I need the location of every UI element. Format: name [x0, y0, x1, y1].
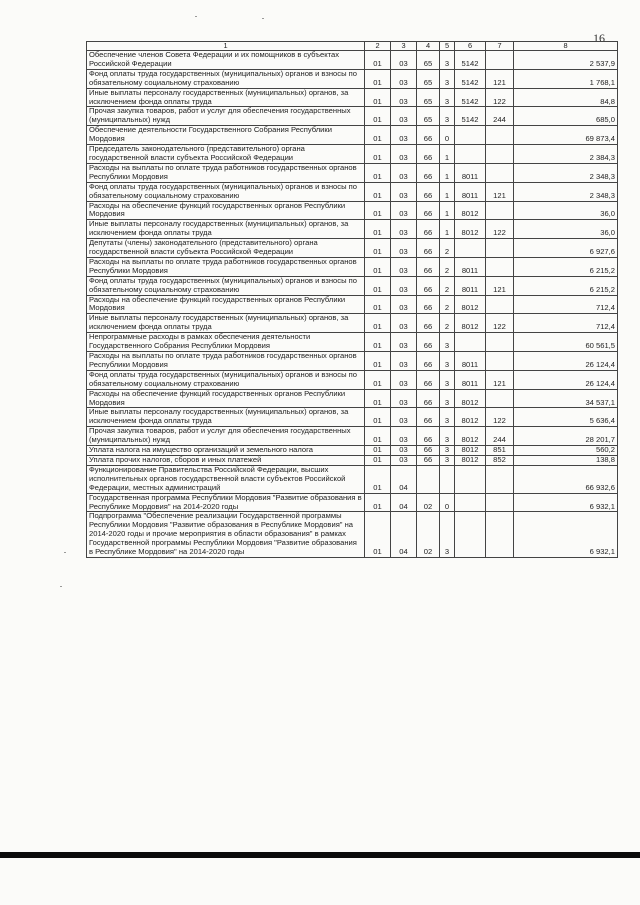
row-name-cell: Фонд оплаты труда государственных (муниципальных) органов и взносы по обязательному социальному страхованию — [87, 182, 365, 201]
row-name-cell: Расходы на выплаты по оплате труда работников государственных органов Республики Мордовия — [87, 257, 365, 276]
row-code-cell-5: 1 — [440, 163, 455, 182]
row-code-cell-4 — [417, 465, 440, 493]
row-code-cell-7 — [486, 239, 514, 258]
row-code-cell-2: 01 — [365, 51, 391, 70]
row-name-cell: Прочая закупка товаров, работ и услуг для обеспечения государственных (муниципальных) нужд — [87, 427, 365, 446]
row-code-cell-7 — [486, 145, 514, 164]
row-code-cell-5: 3 — [440, 455, 455, 465]
row-code-cell-5: 0 — [440, 126, 455, 145]
scan-edge-band — [0, 852, 640, 858]
budget-table — [86, 41, 618, 558]
row-name-cell: Фонд оплаты труда государственных (муниципальных) органов и взносы по обязательному социальному страхованию — [87, 276, 365, 295]
table-row — [87, 107, 618, 126]
row-code-cell-4: 66 — [417, 370, 440, 389]
table-row — [87, 163, 618, 182]
row-code-cell-5: 3 — [440, 427, 455, 446]
row-code-cell-6: 5142 — [455, 107, 486, 126]
row-code-cell-8: 36,0 — [514, 220, 618, 239]
row-code-cell-6: 8011 — [455, 163, 486, 182]
row-code-cell-6: 8011 — [455, 352, 486, 371]
row-code-cell-3: 04 — [391, 465, 417, 493]
row-code-cell-4: 66 — [417, 389, 440, 408]
row-code-cell-2: 01 — [365, 408, 391, 427]
row-code-cell-2: 01 — [365, 512, 391, 558]
row-code-cell-3: 03 — [391, 69, 417, 88]
table-row — [87, 427, 618, 446]
table-row — [87, 126, 618, 145]
row-code-cell-5: 3 — [440, 352, 455, 371]
row-code-cell-4: 66 — [417, 276, 440, 295]
row-name-cell: Председатель законодательного (представительного) органа государственной власти субъекта Российской Федерации — [87, 145, 365, 164]
row-code-cell-6: 8012 — [455, 427, 486, 446]
row-code-cell-8: 6 215,2 — [514, 276, 618, 295]
table-row — [87, 314, 618, 333]
row-code-cell-7 — [486, 352, 514, 371]
row-code-cell-4: 66 — [417, 163, 440, 182]
row-code-cell-2: 01 — [365, 465, 391, 493]
row-code-cell-7: 852 — [486, 455, 514, 465]
row-code-cell-2: 01 — [365, 239, 391, 258]
column-header: 5 — [440, 42, 455, 51]
row-code-cell-3: 03 — [391, 276, 417, 295]
row-code-cell-6: 5142 — [455, 88, 486, 107]
row-code-cell-3: 03 — [391, 408, 417, 427]
row-code-cell-4: 66 — [417, 446, 440, 456]
row-code-cell-3: 03 — [391, 182, 417, 201]
row-code-cell-8: 6 215,2 — [514, 257, 618, 276]
row-code-cell-4: 66 — [417, 220, 440, 239]
row-code-cell-4: 66 — [417, 257, 440, 276]
table-row — [87, 295, 618, 314]
row-code-cell-4: 02 — [417, 493, 440, 512]
row-code-cell-4: 65 — [417, 107, 440, 126]
row-code-cell-2: 01 — [365, 493, 391, 512]
row-code-cell-3: 03 — [391, 88, 417, 107]
row-code-cell-8: 26 124,4 — [514, 370, 618, 389]
row-code-cell-5: 2 — [440, 257, 455, 276]
row-code-cell-4: 65 — [417, 88, 440, 107]
row-code-cell-6: 8012 — [455, 314, 486, 333]
row-code-cell-5: 2 — [440, 276, 455, 295]
column-header: 2 — [365, 42, 391, 51]
table-row — [87, 446, 618, 456]
row-code-cell-8: 1 768,1 — [514, 69, 618, 88]
row-code-cell-2: 01 — [365, 182, 391, 201]
row-code-cell-7: 122 — [486, 88, 514, 107]
row-code-cell-6: 8011 — [455, 182, 486, 201]
row-code-cell-8: 69 873,4 — [514, 126, 618, 145]
row-name-cell: Расходы на выплаты по оплате труда работников государственных органов Республики Мордовия — [87, 163, 365, 182]
row-code-cell-7: 851 — [486, 446, 514, 456]
row-code-cell-8: 560,2 — [514, 446, 618, 456]
row-code-cell-7 — [486, 163, 514, 182]
row-code-cell-6 — [455, 333, 486, 352]
row-code-cell-2: 01 — [365, 69, 391, 88]
row-code-cell-5: 3 — [440, 107, 455, 126]
row-code-cell-3: 03 — [391, 389, 417, 408]
row-code-cell-2: 01 — [365, 163, 391, 182]
row-name-cell: Иные выплаты персоналу государственных (муниципальных) органов, за исключением фонда оплаты труда — [87, 314, 365, 333]
row-code-cell-8: 2 348,3 — [514, 163, 618, 182]
row-code-cell-5: 2 — [440, 295, 455, 314]
row-name-cell: Расходы на выплаты по оплате труда работников государственных органов Республики Мордовия — [87, 352, 365, 371]
row-code-cell-6: 8012 — [455, 408, 486, 427]
row-code-cell-5: 3 — [440, 408, 455, 427]
row-code-cell-2: 01 — [365, 352, 391, 371]
row-code-cell-2: 01 — [365, 88, 391, 107]
row-code-cell-6: 8011 — [455, 370, 486, 389]
row-code-cell-7 — [486, 295, 514, 314]
row-code-cell-2: 01 — [365, 333, 391, 352]
table-row — [87, 408, 618, 427]
row-code-cell-2: 01 — [365, 446, 391, 456]
row-code-cell-6: 5142 — [455, 51, 486, 70]
row-code-cell-6: 8011 — [455, 276, 486, 295]
row-code-cell-7 — [486, 257, 514, 276]
row-code-cell-7 — [486, 333, 514, 352]
scan-mark — [195, 16, 197, 17]
row-code-cell-3: 03 — [391, 239, 417, 258]
column-header: 1 — [87, 42, 365, 51]
row-code-cell-7: 121 — [486, 276, 514, 295]
row-code-cell-2: 01 — [365, 276, 391, 295]
row-code-cell-4: 66 — [417, 201, 440, 220]
table-row — [87, 276, 618, 295]
row-code-cell-5: 1 — [440, 201, 455, 220]
row-code-cell-5: 0 — [440, 493, 455, 512]
row-code-cell-3: 03 — [391, 163, 417, 182]
table-row — [87, 220, 618, 239]
row-code-cell-5: 3 — [440, 51, 455, 70]
row-code-cell-4: 65 — [417, 69, 440, 88]
column-header: 3 — [391, 42, 417, 51]
row-code-cell-7: 121 — [486, 370, 514, 389]
row-code-cell-4: 66 — [417, 352, 440, 371]
table-row — [87, 512, 618, 558]
row-code-cell-7: 121 — [486, 69, 514, 88]
table-header-row — [87, 42, 618, 51]
table-row — [87, 389, 618, 408]
row-code-cell-4: 66 — [417, 239, 440, 258]
row-code-cell-6 — [455, 126, 486, 145]
row-name-cell: Иные выплаты персоналу государственных (муниципальных) органов, за исключением фонда оплаты труда — [87, 88, 365, 107]
row-code-cell-5: 3 — [440, 69, 455, 88]
row-code-cell-3: 03 — [391, 145, 417, 164]
row-name-cell: Функционирование Правительства Российской Федерации, высших исполнительных органов государственной власти субъектов Российской Федерации, местных администраций — [87, 465, 365, 493]
row-name-cell: Расходы на обеспечение функций государственных органов Республики Мордовия — [87, 295, 365, 314]
row-code-cell-7: 122 — [486, 408, 514, 427]
row-code-cell-3: 04 — [391, 512, 417, 558]
row-code-cell-8: 712,4 — [514, 295, 618, 314]
row-code-cell-4: 66 — [417, 145, 440, 164]
row-code-cell-5: 1 — [440, 145, 455, 164]
row-name-cell: Фонд оплаты труда государственных (муниципальных) органов и взносы по обязательному социальному страхованию — [87, 370, 365, 389]
column-header: 8 — [514, 42, 618, 51]
row-code-cell-2: 01 — [365, 314, 391, 333]
table-row — [87, 201, 618, 220]
row-code-cell-8: 685,0 — [514, 107, 618, 126]
row-code-cell-2: 01 — [365, 107, 391, 126]
scan-mark — [64, 552, 66, 553]
row-name-cell: Уплата прочих налогов, сборов и иных платежей — [87, 455, 365, 465]
row-code-cell-6 — [455, 512, 486, 558]
row-code-cell-6: 5142 — [455, 69, 486, 88]
row-code-cell-6: 8012 — [455, 446, 486, 456]
row-code-cell-3: 03 — [391, 220, 417, 239]
row-code-cell-8: 5 636,4 — [514, 408, 618, 427]
row-code-cell-3: 04 — [391, 493, 417, 512]
table-row — [87, 69, 618, 88]
row-code-cell-8: 2 348,3 — [514, 182, 618, 201]
row-code-cell-4: 65 — [417, 51, 440, 70]
row-code-cell-6: 8012 — [455, 455, 486, 465]
table-row — [87, 51, 618, 70]
table-row — [87, 145, 618, 164]
row-code-cell-7 — [486, 465, 514, 493]
row-code-cell-8: 6 927,6 — [514, 239, 618, 258]
column-header: 4 — [417, 42, 440, 51]
row-code-cell-4: 02 — [417, 512, 440, 558]
row-code-cell-3: 03 — [391, 370, 417, 389]
row-code-cell-5: 3 — [440, 389, 455, 408]
row-name-cell: Прочая закупка товаров, работ и услуг для обеспечения государственных (муниципальных) нужд — [87, 107, 365, 126]
row-code-cell-6: 8012 — [455, 201, 486, 220]
row-code-cell-8: 712,4 — [514, 314, 618, 333]
row-code-cell-8: 138,8 — [514, 455, 618, 465]
row-code-cell-7: 244 — [486, 427, 514, 446]
scan-mark — [262, 18, 264, 19]
row-code-cell-8: 34 537,1 — [514, 389, 618, 408]
row-code-cell-4: 66 — [417, 295, 440, 314]
row-code-cell-3: 03 — [391, 333, 417, 352]
row-name-cell: Депутаты (члены) законодательного (представительного) органа государственной власти субъекта Российской Федерации — [87, 239, 365, 258]
row-code-cell-5: 1 — [440, 182, 455, 201]
row-code-cell-7 — [486, 389, 514, 408]
row-code-cell-4: 66 — [417, 427, 440, 446]
row-code-cell-8: 36,0 — [514, 201, 618, 220]
column-header: 6 — [455, 42, 486, 51]
column-header: 7 — [486, 42, 514, 51]
row-code-cell-4: 66 — [417, 126, 440, 145]
row-code-cell-5: 3 — [440, 333, 455, 352]
row-name-cell: Иные выплаты персоналу государственных (муниципальных) органов, за исключением фонда оплаты труда — [87, 408, 365, 427]
table-row — [87, 465, 618, 493]
table-row — [87, 333, 618, 352]
table-body — [87, 51, 618, 558]
row-code-cell-5: 2 — [440, 314, 455, 333]
row-code-cell-7 — [486, 126, 514, 145]
row-code-cell-6 — [455, 493, 486, 512]
row-name-cell: Подпрограмма "Обеспечение реализации Государственной программы Республики Мордовия "Развитие образования в Республике Мордовия" на 2014-2020 годы и прочие мероприятия в области образования" в рамках Государственной программы Республики Мордовия "Развитие образования в Республике Мордовия" на 2014-2020 годы — [87, 512, 365, 558]
row-code-cell-6: 8011 — [455, 257, 486, 276]
row-code-cell-6 — [455, 239, 486, 258]
row-name-cell: Уплата налога на имущество организаций и земельного налога — [87, 446, 365, 456]
row-code-cell-3: 03 — [391, 427, 417, 446]
row-code-cell-5: 2 — [440, 239, 455, 258]
row-code-cell-7: 244 — [486, 107, 514, 126]
row-code-cell-2: 01 — [365, 220, 391, 239]
table-row — [87, 182, 618, 201]
row-code-cell-8: 6 932,1 — [514, 512, 618, 558]
row-code-cell-8: 84,8 — [514, 88, 618, 107]
row-code-cell-2: 01 — [365, 295, 391, 314]
row-code-cell-6 — [455, 145, 486, 164]
row-code-cell-5: 1 — [440, 220, 455, 239]
row-code-cell-6: 8012 — [455, 389, 486, 408]
row-code-cell-8: 28 201,7 — [514, 427, 618, 446]
row-name-cell: Расходы на обеспечение функций государственных органов Республики Мордовия — [87, 201, 365, 220]
row-code-cell-7: 121 — [486, 182, 514, 201]
table-row — [87, 493, 618, 512]
row-code-cell-2: 01 — [365, 201, 391, 220]
row-code-cell-2: 01 — [365, 126, 391, 145]
row-name-cell: Непрограммные расходы в рамках обеспечения деятельности Государственного Собрания Республики Мордовия — [87, 333, 365, 352]
row-code-cell-4: 66 — [417, 408, 440, 427]
table-row — [87, 370, 618, 389]
row-code-cell-7 — [486, 51, 514, 70]
row-code-cell-7: 122 — [486, 220, 514, 239]
row-code-cell-5: 3 — [440, 512, 455, 558]
row-code-cell-3: 03 — [391, 107, 417, 126]
row-name-cell: Обеспечение деятельности Государственного Собрания Республики Мордовия — [87, 126, 365, 145]
row-code-cell-2: 01 — [365, 370, 391, 389]
row-code-cell-4: 66 — [417, 314, 440, 333]
scan-mark — [60, 586, 62, 587]
row-name-cell: Расходы на обеспечение функций государственных органов Республики Мордовия — [87, 389, 365, 408]
table-row — [87, 352, 618, 371]
row-code-cell-4: 66 — [417, 182, 440, 201]
table-row — [87, 239, 618, 258]
row-code-cell-6: 8012 — [455, 220, 486, 239]
row-name-cell: Фонд оплаты труда государственных (муниципальных) органов и взносы по обязательному социальному страхованию — [87, 69, 365, 88]
row-code-cell-2: 01 — [365, 455, 391, 465]
row-code-cell-8: 26 124,4 — [514, 352, 618, 371]
row-name-cell: Обеспечение членов Совета Федерации и их помощников в субъектах Российской Федерации — [87, 51, 365, 70]
row-code-cell-4: 66 — [417, 455, 440, 465]
row-code-cell-5: 3 — [440, 446, 455, 456]
row-code-cell-8: 60 561,5 — [514, 333, 618, 352]
row-code-cell-8: 2 384,3 — [514, 145, 618, 164]
row-code-cell-3: 03 — [391, 455, 417, 465]
row-code-cell-8: 2 537,9 — [514, 51, 618, 70]
page-number: 16 — [593, 31, 605, 45]
row-code-cell-3: 03 — [391, 257, 417, 276]
row-code-cell-3: 03 — [391, 201, 417, 220]
row-name-cell: Иные выплаты персоналу государственных (муниципальных) органов, за исключением фонда оплаты труда — [87, 220, 365, 239]
row-code-cell-7 — [486, 512, 514, 558]
table-row — [87, 257, 618, 276]
row-code-cell-8: 66 932,6 — [514, 465, 618, 493]
row-code-cell-3: 03 — [391, 352, 417, 371]
row-code-cell-5: 3 — [440, 88, 455, 107]
row-code-cell-4: 66 — [417, 333, 440, 352]
row-code-cell-2: 01 — [365, 389, 391, 408]
row-code-cell-8: 6 932,1 — [514, 493, 618, 512]
row-code-cell-7: 122 — [486, 314, 514, 333]
row-code-cell-3: 03 — [391, 314, 417, 333]
row-code-cell-3: 03 — [391, 446, 417, 456]
row-code-cell-7 — [486, 493, 514, 512]
row-code-cell-6: 8012 — [455, 295, 486, 314]
row-code-cell-3: 03 — [391, 51, 417, 70]
row-code-cell-2: 01 — [365, 257, 391, 276]
table-row — [87, 88, 618, 107]
row-code-cell-2: 01 — [365, 145, 391, 164]
row-code-cell-5 — [440, 465, 455, 493]
table-row — [87, 455, 618, 465]
row-code-cell-7 — [486, 201, 514, 220]
row-code-cell-3: 03 — [391, 126, 417, 145]
row-code-cell-6 — [455, 465, 486, 493]
row-code-cell-2: 01 — [365, 427, 391, 446]
row-code-cell-3: 03 — [391, 295, 417, 314]
row-name-cell: Государственная программа Республики Мордовия "Развитие образования в Республике Мордовия" на 2014-2020 годы — [87, 493, 365, 512]
row-code-cell-5: 3 — [440, 370, 455, 389]
